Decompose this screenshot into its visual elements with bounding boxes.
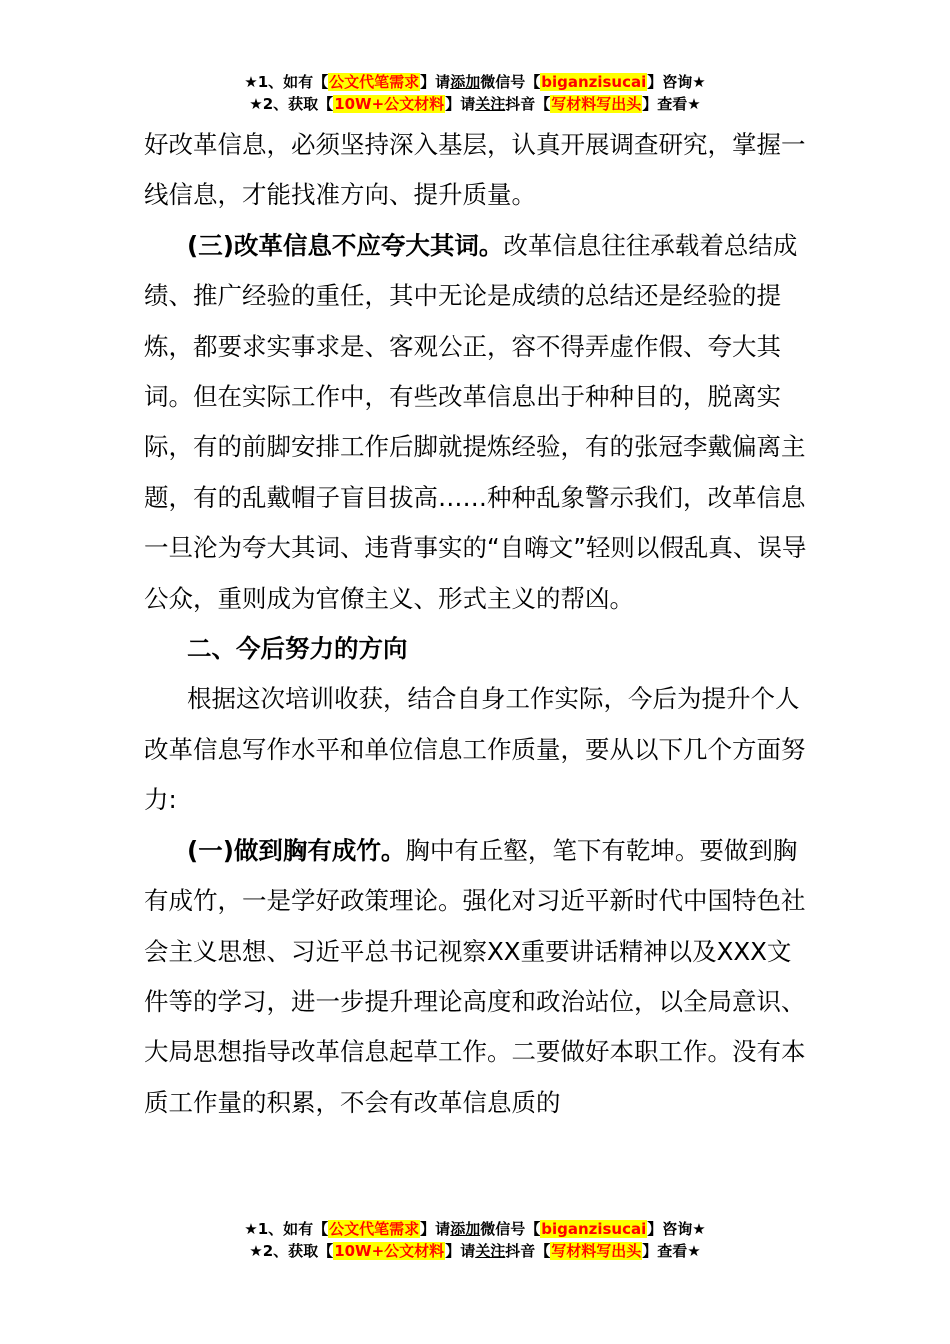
banner-text: 抖音【 (505, 1242, 551, 1260)
banner-text: 】请 (445, 1242, 476, 1260)
banner-text: 微信号【 (480, 1220, 541, 1238)
banner-text: 】请 (420, 73, 451, 91)
banner-highlight: 10W+公文材料 (334, 95, 445, 113)
section-1-body: 胸中有丘壑，笔下有乾坤。要做到胸有成竹，一是学好政策理论。强化对习近平新时代中国特色社会主义思想、习近平总书记视察XX重要讲话精神以及XXX文件等的学习，进一步提升理论高度和政治站位，以全局意识、大局思想指导改革信息起草工作。二要做好本职工作。没有本质工作量的积累，不会有改革信息质的 (144, 835, 806, 1117)
heading-2: 二、今后努力的方向 (187, 634, 408, 664)
banner-text: 】查看★ (642, 1242, 701, 1260)
banner-text: ★2、获取【 (249, 1242, 334, 1260)
section-1-title: (一)做到胸有成竹。 (187, 835, 406, 865)
document-body (144, 120, 808, 1128)
banner-highlight: 写材料写出头 (551, 1242, 642, 1260)
header-banner (0, 71, 950, 115)
banner-underlined: 关注 (475, 95, 506, 113)
banner-underlined: 添加 (450, 1220, 481, 1238)
paragraph-continued: 好改革信息，必须坚持深入基层，认真开展调查研究，掌握一线信息，才能找准方向、提升质量。 (144, 130, 806, 210)
paragraph-intro: 根据这次培训收获，结合自身工作实际，今后为提升个人改革信息写作水平和单位信息工作质量，要从以下几个方面努力: (144, 684, 806, 815)
banner-highlight: 公文代笔需求 (329, 1220, 420, 1238)
banner-text: ★1、如有【 (244, 73, 329, 91)
banner-underlined: 关注 (475, 1242, 506, 1260)
banner-line-1 (0, 71, 950, 93)
banner-highlight: biganzisucai (541, 1220, 647, 1238)
banner-line-2 (0, 93, 950, 115)
banner-text: ★2、获取【 (249, 95, 334, 113)
banner-text: 】请 (420, 1220, 451, 1238)
paragraph-3 (144, 221, 808, 624)
banner-line-2 (0, 1240, 950, 1262)
banner-highlight: 写材料写出头 (551, 95, 642, 113)
banner-text: 】请 (445, 95, 476, 113)
banner-highlight: biganzisucai (541, 73, 647, 91)
banner-text: 】咨询★ (647, 73, 706, 91)
paragraph-1 (144, 826, 808, 1128)
banner-highlight: 10W+公文材料 (334, 1242, 445, 1260)
footer-banner (0, 1218, 950, 1262)
banner-text: ★1、如有【 (244, 1220, 329, 1238)
banner-highlight: 公文代笔需求 (329, 73, 420, 91)
section-3-title: (三)改革信息不应夸大其词。 (187, 230, 504, 260)
section-3-body: 改革信息往往承载着总结成绩、推广经验的重任，其中无论是成绩的总结还是经验的提炼，都要求实事求是、客观公正，容不得弄虚作假、夸大其词。但在实际工作中，有些改革信息出于种种目的，脱离实际，有的前脚安排工作后脚就提炼经验，有的张冠李戴偏离主题，有的乱戴帽子盲目拔高……种种乱象警示我们，改革信息一旦沦为夸大其词、违背事实的“自嗨文”轻则以假乱真、误导公众，重则成为官僚主义、形式主义的帮凶。 (144, 230, 807, 613)
banner-underlined: 添加 (450, 73, 481, 91)
banner-text: 微信号【 (480, 73, 541, 91)
banner-text: 抖音【 (505, 95, 551, 113)
banner-text: 】咨询★ (647, 1220, 706, 1238)
banner-text: 】查看★ (642, 95, 701, 113)
banner-line-1 (0, 1218, 950, 1240)
